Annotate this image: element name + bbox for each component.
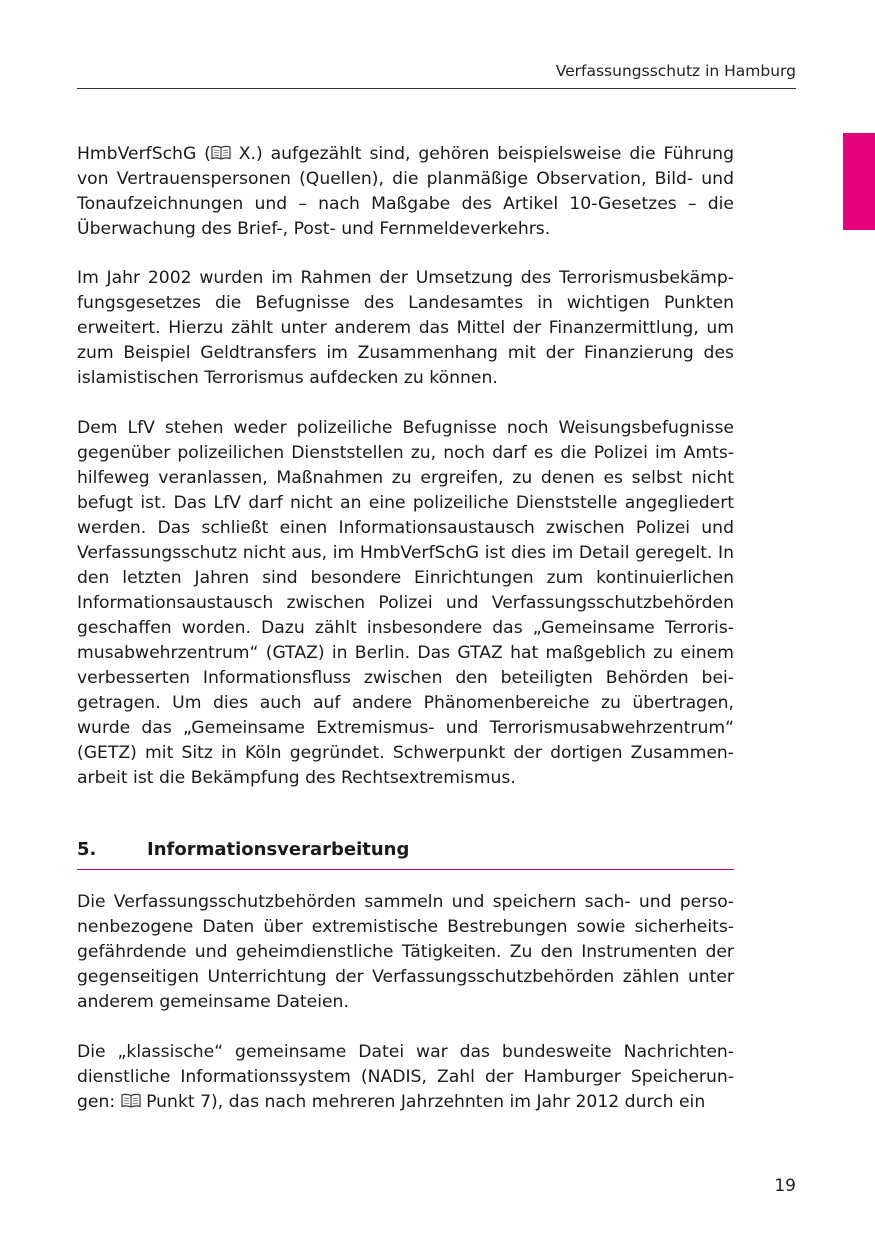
section-number: 5. (77, 839, 97, 860)
paragraph-2 (77, 266, 734, 391)
header-rule (77, 88, 796, 89)
section-rule (77, 869, 734, 870)
chapter-tab-marker (843, 133, 875, 230)
running-header: Verfassungsschutz in Hamburg (555, 62, 796, 80)
paragraph-5 (77, 1040, 734, 1115)
section-heading (77, 839, 734, 860)
paragraph-4-text: Die Verfassungsschutzbehörden sammeln und speichern sach- und personenbezogene Daten über extremistische Bestrebungen sowie sicherheitsgefährdende und geheimdienstliche Tätigkeiten. Zu den Instrumenten der gegenseitigen Unterrichtung der Verfassungsschutzbehörden zählen unter anderem gemeinsame Dateien. (77, 892, 734, 1012)
paragraph-2-text: Im Jahr 2002 wurden im Rahmen der Umsetzung des Terrorismusbekämpfungsgesetzes die Befugnisse des Landesamtes in wichtigen Punkten erweitert. Hierzu zählt unter anderem das Mittel der Finanzermittlung, um zum Beispiel Geldtransfers im Zusammenhang mit der Finanzierung des islamistischen Terrorismus aufdecken zu können. (77, 268, 734, 388)
paragraph-1-start: HmbVerfSchG ( (77, 144, 211, 164)
paragraph-3 (77, 416, 734, 791)
paragraph-5-start: Die „klassische“ gemeinsame Datei war das bundesweite Nachrichtendienstliche Informationssystem (NADIS, Zahl der Hamburger Speicherungen: (77, 1042, 734, 1112)
paragraph-1 (77, 142, 734, 242)
section-title: Informationsverarbeitung (147, 839, 410, 860)
page-number: 19 (774, 1176, 796, 1196)
book-icon (211, 145, 231, 160)
paragraph-1-rest: X.) aufgezählt sind, gehören beispielsweise die Führung von Vertrauenspersonen (Quellen), die planmäßige Observation, Bild- und Tonaufzeichnungen und – nach Maßgabe des Artikel 10-Gesetzes – die Überwachung des Brief-, Post- und Fernmeldeverkehrs. (77, 144, 734, 239)
paragraph-5-rest: Punkt 7), das nach mehreren Jahrzehnten im Jahr 2012 durch ein (140, 1092, 706, 1112)
paragraph-3-text: Dem LfV stehen weder polizeiliche Befugnisse noch Weisungsbefugnisse gegenüber polizeilichen Dienststellen zu, noch darf es die Polizei im Amtshilfeweg veranlassen, Maßnahmen zu ergreifen, zu denen es selbst nicht befugt ist. Das LfV darf nicht an eine polizeiliche Dienststelle angegliedert werden. Das schließt einen Informationsaustausch zwischen Polizei und Verfassungsschutz nicht aus, im HmbVerfSchG ist dies im Detail geregelt. In den letzten Jahren sind besondere Einrichtungen zum kontinuierlichen Informationsaustausch zwischen Polizei und Verfassungsschutzbehörden geschaffen worden. Dazu zählt insbesondere das „Gemeinsame Terrorismusabwehrzentrum“ (GTAZ) in Berlin. Das GTAZ hat maßgeblich zu einem verbesserten Informationsfluss zwischen den beteiligten Behörden beigetragen. Um dies auch auf andere Phänomenbereiche zu übertragen, wurde das „Gemeinsame Extremismus- und Terrorismusabwehrzentrum“ (GETZ) mit Sitz in Köln gegründet. Schwerpunkt der dortigen Zusammenarbeit ist die Bekämpfung des Rechtsextremismus. (77, 418, 734, 788)
book-icon (121, 1093, 141, 1108)
paragraph-4 (77, 890, 734, 1015)
